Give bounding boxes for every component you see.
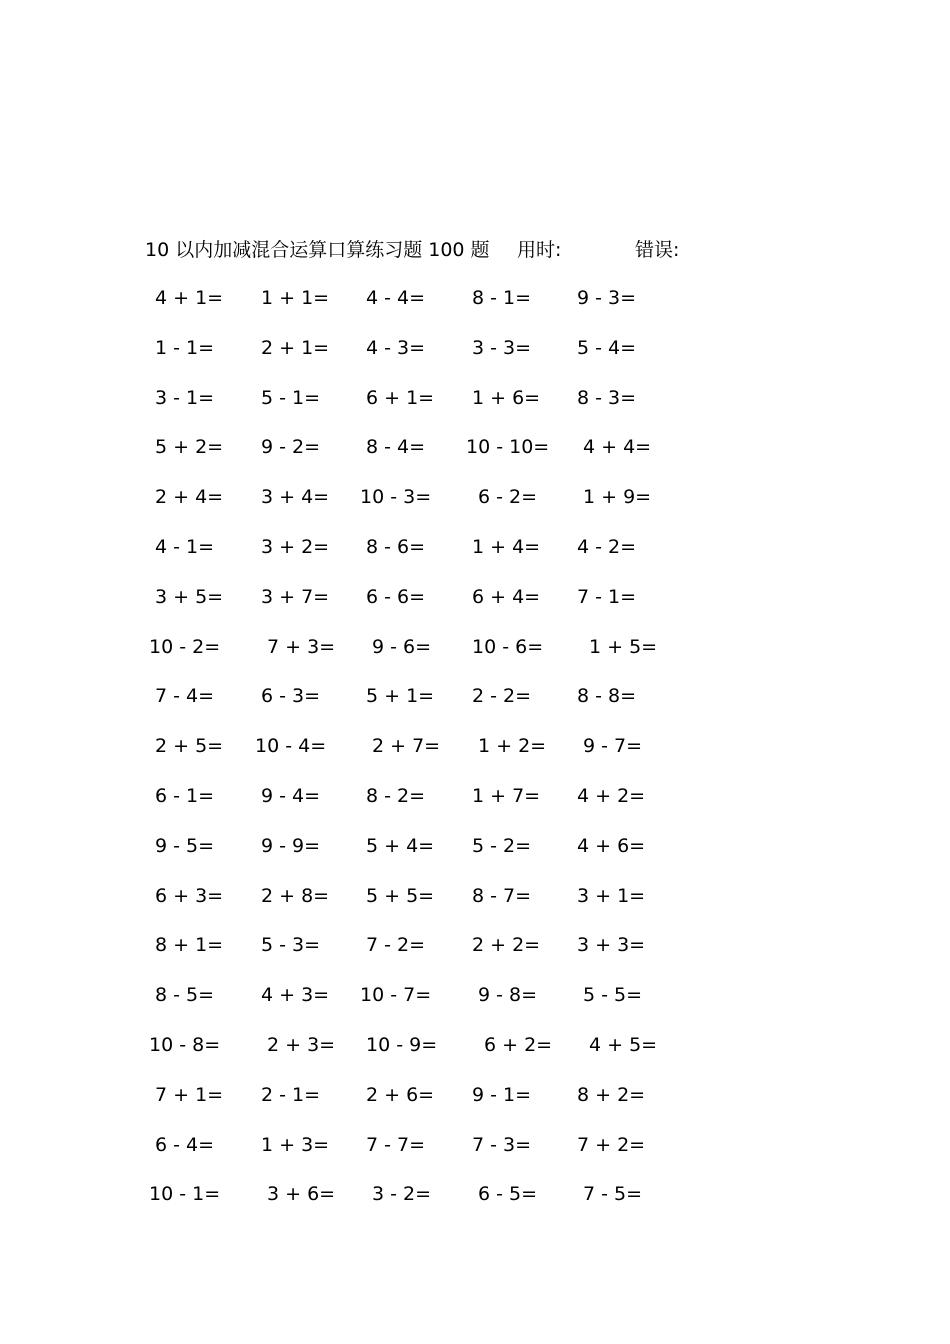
problem-item: 1 + 4= [472, 536, 541, 558]
problem-row [0, 432, 950, 462]
problem-item: 9 - 5= [155, 835, 215, 857]
problem-item: 7 - 3= [472, 1134, 532, 1156]
problem-item: 9 - 6= [372, 636, 432, 658]
problem-item: 2 + 3= [267, 1034, 336, 1056]
problem-item: 10 - 10= [466, 436, 550, 458]
problem-item: 4 - 3= [366, 337, 426, 359]
problem-item: 2 + 4= [155, 486, 224, 508]
problem-item: 4 + 5= [589, 1034, 658, 1056]
problem-item: 4 - 2= [577, 536, 637, 558]
problem-item: 2 + 5= [155, 735, 224, 757]
problem-item: 5 + 2= [155, 436, 224, 458]
problem-row [0, 1130, 950, 1160]
problem-row [0, 383, 950, 413]
problem-item: 6 - 1= [155, 785, 215, 807]
problem-item: 8 - 3= [577, 387, 637, 409]
problem-item: 1 + 5= [589, 636, 658, 658]
problem-row [0, 632, 950, 662]
problem-item: 8 + 1= [155, 934, 224, 956]
errors-label: 错误: [635, 239, 680, 261]
problem-item: 3 + 2= [261, 536, 330, 558]
problem-item: 3 - 2= [372, 1183, 432, 1205]
problem-item: 5 + 1= [366, 685, 435, 707]
problem-item: 9 - 9= [261, 835, 321, 857]
problem-item: 8 - 1= [472, 287, 532, 309]
problem-row [0, 482, 950, 512]
problem-row [0, 283, 950, 313]
problem-item: 5 + 5= [366, 885, 435, 907]
problem-row [0, 980, 950, 1010]
problem-item: 8 - 2= [366, 785, 426, 807]
problem-item: 10 - 1= [149, 1183, 221, 1205]
problem-item: 2 - 2= [472, 685, 532, 707]
problem-row [0, 532, 950, 562]
problem-item: 3 + 3= [577, 934, 646, 956]
problem-item: 3 + 6= [267, 1183, 336, 1205]
problem-item: 1 + 3= [261, 1134, 330, 1156]
problem-row [0, 731, 950, 761]
problem-item: 6 + 3= [155, 885, 224, 907]
problem-item: 7 - 2= [366, 934, 426, 956]
problem-item: 6 - 2= [478, 486, 538, 508]
problem-item: 10 - 7= [360, 984, 432, 1006]
time-used-label: 用时: [517, 239, 562, 261]
problem-item: 8 - 4= [366, 436, 426, 458]
problem-item: 5 + 4= [366, 835, 435, 857]
problem-item: 2 - 1= [261, 1084, 321, 1106]
problem-item: 1 - 1= [155, 337, 215, 359]
problem-item: 8 + 2= [577, 1084, 646, 1106]
problem-item: 8 - 7= [472, 885, 532, 907]
problem-item: 1 + 9= [583, 486, 652, 508]
problem-row [0, 1179, 950, 1209]
problem-item: 10 - 6= [472, 636, 544, 658]
problem-item: 1 + 1= [261, 287, 330, 309]
problem-item: 10 - 2= [149, 636, 221, 658]
problem-item: 5 - 3= [261, 934, 321, 956]
problem-row [0, 930, 950, 960]
problem-item: 10 - 9= [366, 1034, 438, 1056]
problem-item: 3 + 7= [261, 586, 330, 608]
problem-item: 7 - 4= [155, 685, 215, 707]
problem-item: 5 - 4= [577, 337, 637, 359]
problem-item: 10 - 3= [360, 486, 432, 508]
problem-item: 3 - 1= [155, 387, 215, 409]
problem-item: 5 - 1= [261, 387, 321, 409]
problem-item: 6 - 5= [478, 1183, 538, 1205]
problem-item: 5 - 5= [583, 984, 643, 1006]
problem-item: 9 - 1= [472, 1084, 532, 1106]
problem-row [0, 1080, 950, 1110]
problem-item: 2 + 6= [366, 1084, 435, 1106]
problem-item: 10 - 4= [255, 735, 327, 757]
problem-item: 4 + 3= [261, 984, 330, 1006]
problem-item: 6 + 1= [366, 387, 435, 409]
problem-item: 7 - 5= [583, 1183, 643, 1205]
problem-item: 2 + 7= [372, 735, 441, 757]
problem-item: 1 + 2= [478, 735, 547, 757]
problem-item: 4 - 4= [366, 287, 426, 309]
problem-item: 6 - 4= [155, 1134, 215, 1156]
problem-row [0, 333, 950, 363]
problem-item: 4 + 6= [577, 835, 646, 857]
problem-row [0, 1030, 950, 1060]
problem-item: 7 + 2= [577, 1134, 646, 1156]
problem-item: 4 + 2= [577, 785, 646, 807]
worksheet-title: 10 以内加减混合运算口算练习题 100 题 [145, 239, 490, 261]
problem-item: 8 - 6= [366, 536, 426, 558]
problem-item: 3 + 5= [155, 586, 224, 608]
problem-item: 8 - 5= [155, 984, 215, 1006]
problem-item: 4 + 4= [583, 436, 652, 458]
problem-row [0, 582, 950, 612]
problem-item: 6 + 4= [472, 586, 541, 608]
problem-item: 6 + 2= [484, 1034, 553, 1056]
problem-item: 7 + 1= [155, 1084, 224, 1106]
problem-item: 10 - 8= [149, 1034, 221, 1056]
problem-item: 2 + 1= [261, 337, 330, 359]
problem-item: 3 - 3= [472, 337, 532, 359]
problem-item: 9 - 4= [261, 785, 321, 807]
problem-item: 1 + 6= [472, 387, 541, 409]
problem-item: 2 + 8= [261, 885, 330, 907]
problem-item: 9 - 8= [478, 984, 538, 1006]
problem-item: 8 - 8= [577, 685, 637, 707]
problem-item: 4 + 1= [155, 287, 224, 309]
problem-item: 5 - 2= [472, 835, 532, 857]
problem-item: 7 - 1= [577, 586, 637, 608]
problem-item: 4 - 1= [155, 536, 215, 558]
problem-item: 9 - 3= [577, 287, 637, 309]
problem-row [0, 681, 950, 711]
problem-row [0, 831, 950, 861]
problem-row [0, 881, 950, 911]
problem-item: 3 + 4= [261, 486, 330, 508]
problem-item: 6 - 6= [366, 586, 426, 608]
problem-item: 1 + 7= [472, 785, 541, 807]
problem-item: 2 + 2= [472, 934, 541, 956]
problem-item: 9 - 2= [261, 436, 321, 458]
problem-item: 6 - 3= [261, 685, 321, 707]
problem-item: 7 + 3= [267, 636, 336, 658]
problem-item: 3 + 1= [577, 885, 646, 907]
problem-item: 9 - 7= [583, 735, 643, 757]
problem-item: 7 - 7= [366, 1134, 426, 1156]
problem-row [0, 781, 950, 811]
